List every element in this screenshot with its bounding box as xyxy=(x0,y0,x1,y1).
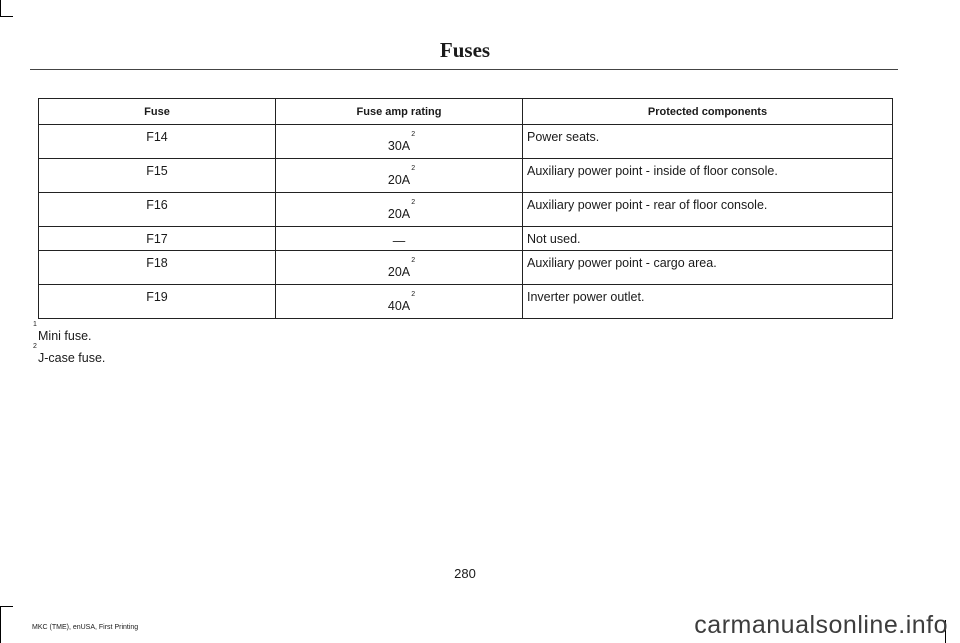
table-row xyxy=(39,227,893,251)
footnote-ref: 2 xyxy=(411,131,416,138)
page-title: Fuses xyxy=(439,38,491,62)
footnote-ref: 2 xyxy=(411,165,416,172)
crop-mark-bottom-left xyxy=(0,606,13,607)
protected-components-cell: Auxiliary power point - rear of floor console. xyxy=(527,198,768,212)
column-header-fuse: Fuse xyxy=(39,99,276,125)
footnote-ref: 2 xyxy=(411,257,416,264)
amp-rating-cell xyxy=(387,125,416,153)
fuse-cell: F14 xyxy=(146,130,168,144)
protected-components-cell: Inverter power outlet. xyxy=(527,290,645,304)
column-header-amp-rating: Fuse amp rating xyxy=(276,99,523,125)
amp-rating-cell xyxy=(387,285,416,313)
fuse-table xyxy=(38,98,893,319)
footnotes xyxy=(33,321,106,369)
fuse-cell: F18 xyxy=(146,256,168,270)
footnote-ref: 2 xyxy=(411,291,416,298)
table-row xyxy=(39,193,893,227)
protected-components-cell: Not used. xyxy=(527,232,581,246)
amp-value: 40A xyxy=(387,299,411,313)
table-row xyxy=(39,285,893,319)
fuse-cell: F17 xyxy=(146,232,168,246)
footnote-text: Mini fuse. xyxy=(38,329,92,343)
footnote-mark: 2 xyxy=(33,343,37,350)
amp-value: 20A xyxy=(387,173,411,187)
footnote xyxy=(33,343,106,369)
footnote-text: J-case fuse. xyxy=(38,351,106,365)
crop-mark-top-left xyxy=(0,16,13,17)
footnote-ref: 2 xyxy=(411,199,416,206)
protected-components-cell: Auxiliary power point - cargo area. xyxy=(527,256,717,270)
crop-mark-top-left xyxy=(0,0,1,17)
page-number: 280 xyxy=(454,566,476,581)
protected-components-cell: Power seats. xyxy=(527,130,600,144)
amp-rating-cell: — xyxy=(392,234,406,248)
amp-value: 20A xyxy=(387,207,411,221)
fuse-cell: F19 xyxy=(146,290,168,304)
amp-value: 30A xyxy=(387,139,411,153)
protected-components-cell: Auxiliary power point - inside of floor console. xyxy=(527,164,778,178)
table-header-row xyxy=(39,99,893,125)
crop-mark-bottom-left xyxy=(0,606,1,643)
table-row xyxy=(39,251,893,285)
edition-label: MKC (TME), enUSA, First Printing xyxy=(32,624,139,631)
column-header-protected-components: Protected components xyxy=(523,99,893,125)
footnote-mark: 1 xyxy=(33,321,37,328)
amp-rating-cell xyxy=(387,251,416,279)
amp-rating-cell xyxy=(387,193,416,221)
fuse-cell: F15 xyxy=(146,164,168,178)
amp-rating-cell xyxy=(387,159,416,187)
fuse-cell: F16 xyxy=(146,198,168,212)
footnote xyxy=(33,321,105,347)
amp-value: 20A xyxy=(387,265,411,279)
table-row xyxy=(39,159,893,193)
table-row xyxy=(39,125,893,159)
header-rule xyxy=(30,69,898,70)
watermark: carmanualsonline.info xyxy=(694,611,948,639)
